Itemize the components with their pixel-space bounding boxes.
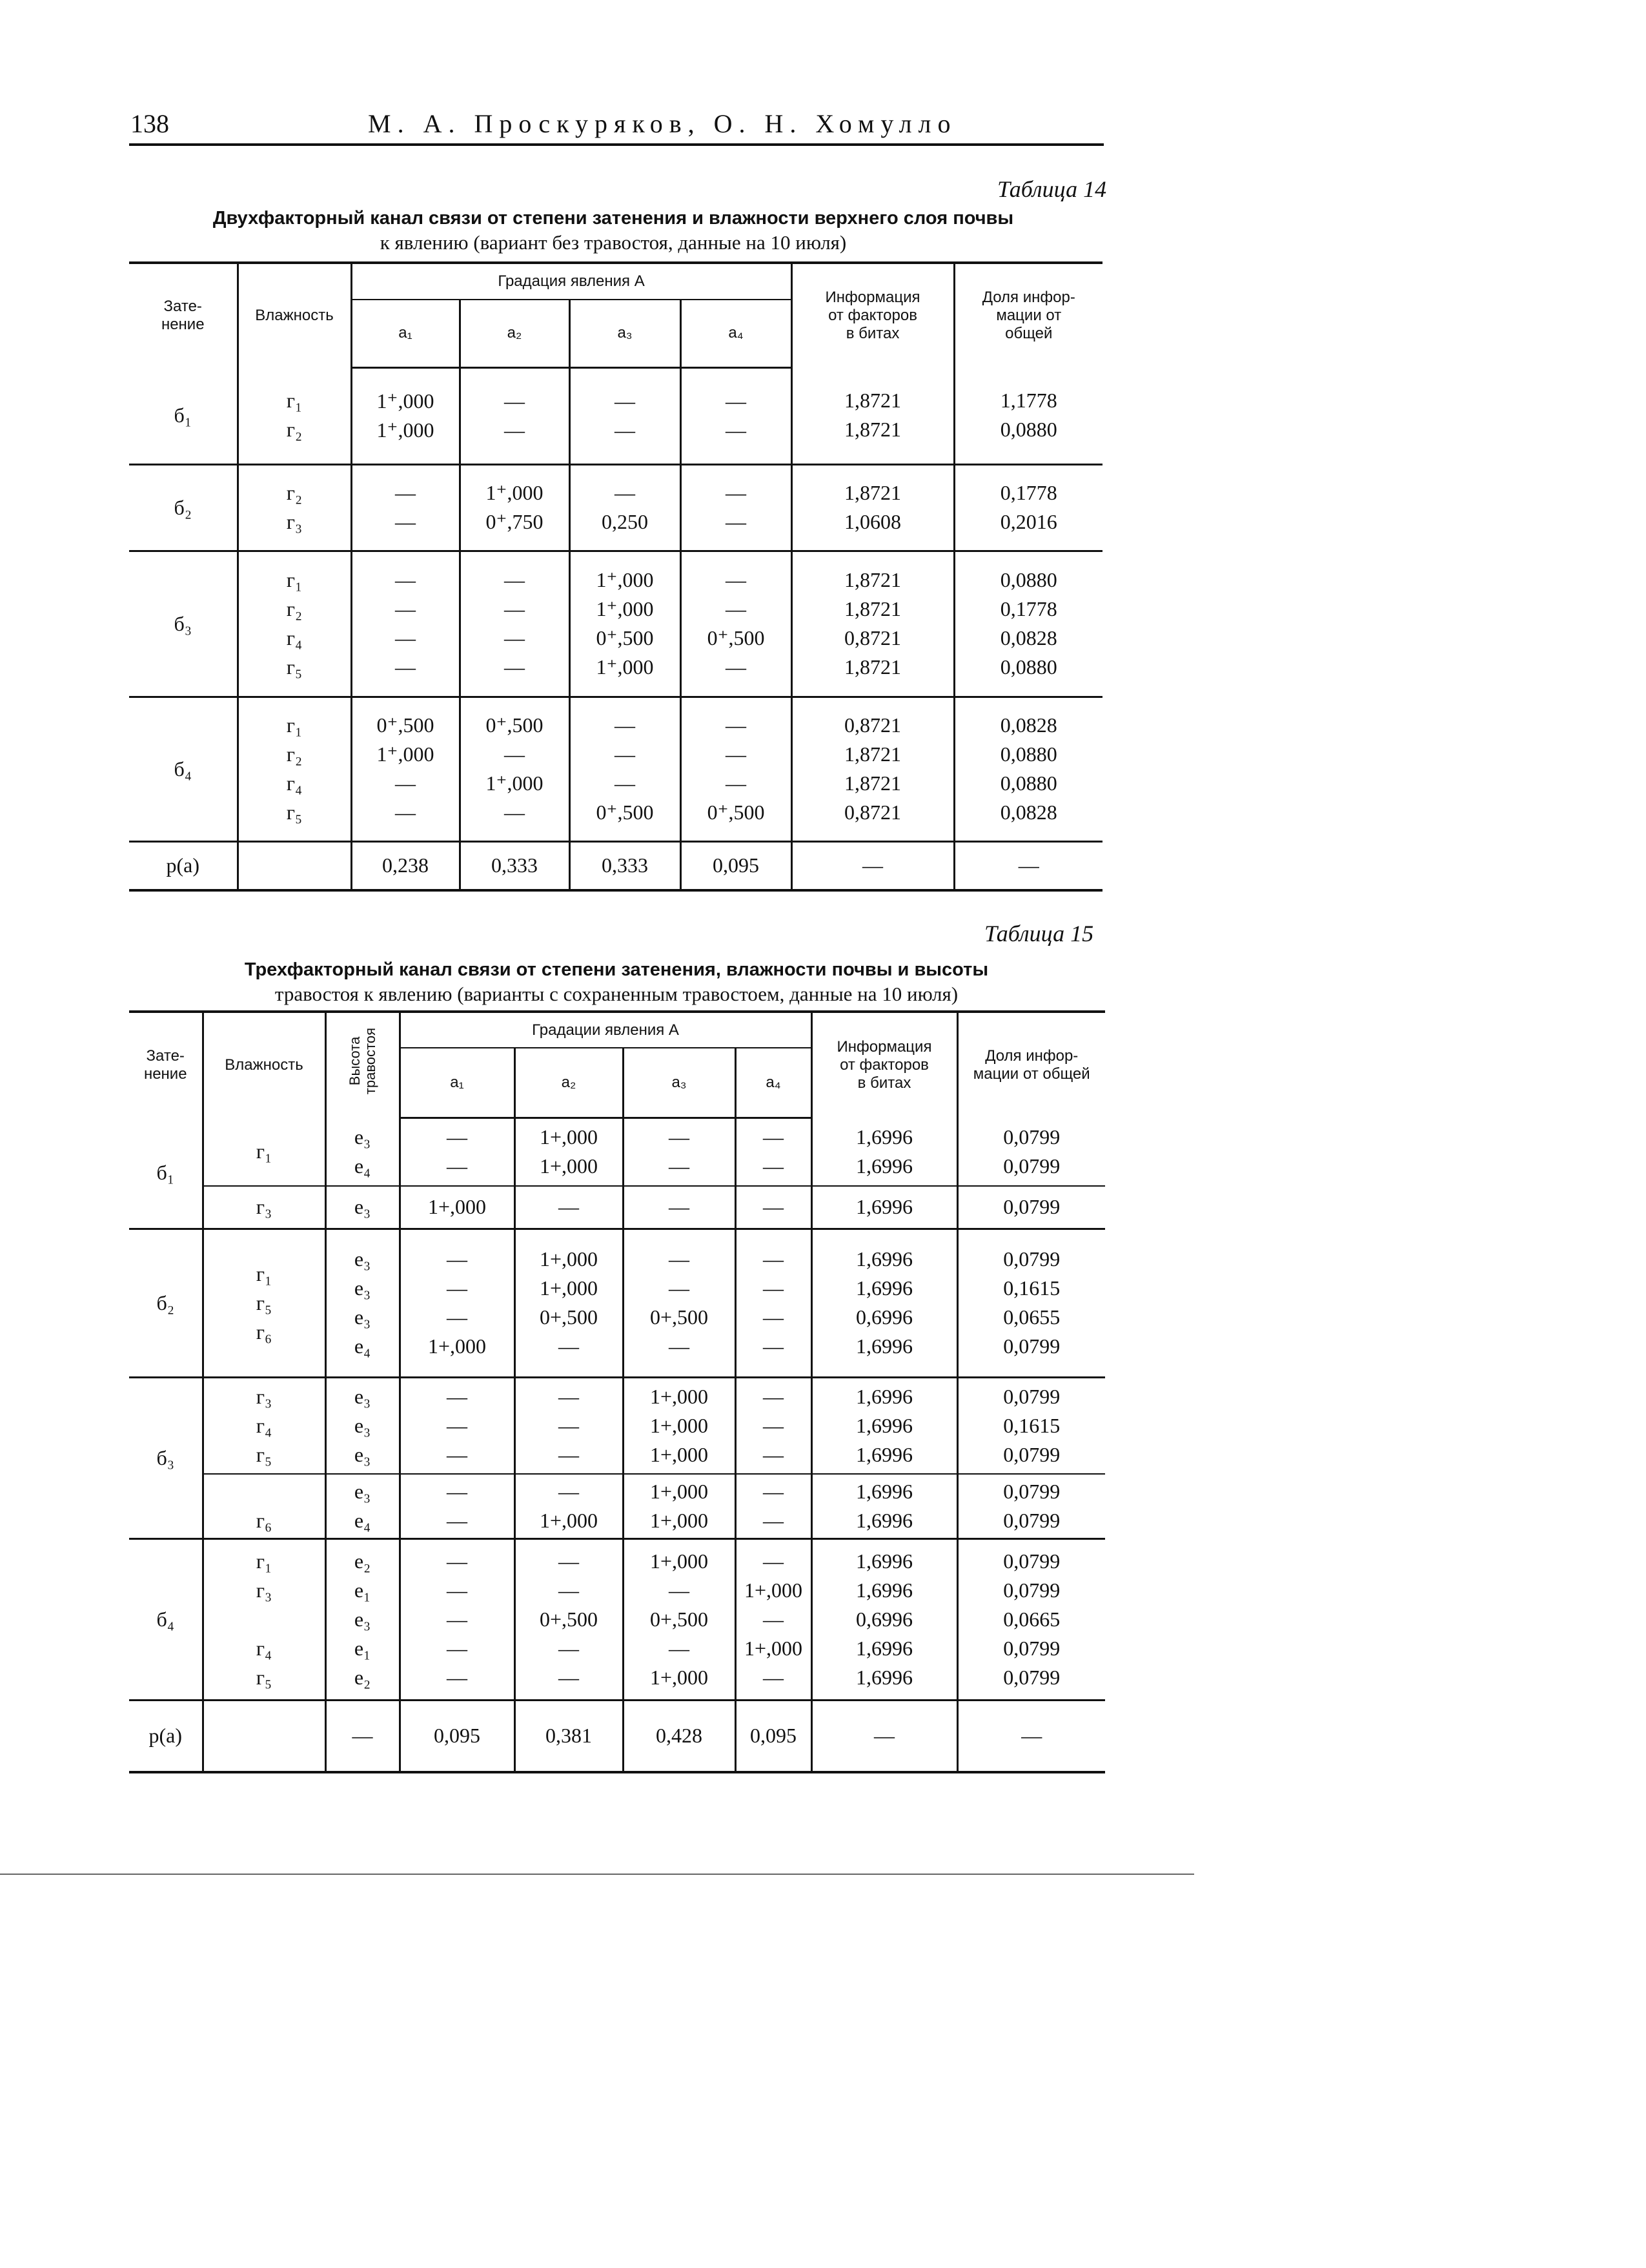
t15-a4: — — <box>735 1118 811 1186</box>
t14-pa-row <box>129 841 1102 890</box>
t15-a2: — — — <box>514 1377 623 1474</box>
t14-header-a1: a₁ <box>351 300 460 367</box>
t15-a2: 1+,000 1+,000 0+,500 — <box>514 1229 623 1377</box>
t14-share: 0,0880 0,1778 0,0828 0,0880 <box>954 551 1102 697</box>
table14-title-line1: Двухфакторный канал связи от степени затенения и влажности верхнего слоя почвы <box>212 208 1014 229</box>
t15-shading: б₁ <box>129 1118 203 1229</box>
t15-pa-row <box>129 1700 1105 1772</box>
t15-height: e₃ e₃ e₃ <box>325 1377 400 1474</box>
t14-shading: б₁ <box>129 367 238 464</box>
authors: М. А. Проскуряков, О. Н. Хомулло <box>368 109 957 138</box>
t14-a2: 0⁺,500 — 1⁺,000 — <box>460 697 569 841</box>
table15-label: Таблица 15 <box>984 921 1094 946</box>
t15-a3: 1+,000 1+,000 <box>623 1474 735 1538</box>
t15-pa-height: — <box>325 1700 400 1772</box>
t15-shading: б₄ <box>129 1538 203 1700</box>
t14-moisture: г₁ г₂ г₄ г₅ <box>238 697 351 841</box>
t15-moisture: г₁ <box>203 1118 325 1186</box>
t14-a4: — — <box>680 367 791 464</box>
t15-info: 1,6996 1,6996 <box>811 1474 957 1538</box>
t15-a2: — <box>514 1186 623 1229</box>
t15-header-a1: a₁ <box>400 1048 514 1118</box>
t15-share: 0,0799 0,1615 0,0655 0,0799 <box>957 1229 1105 1377</box>
t14-share: 0,1778 0,2016 <box>954 464 1102 551</box>
t14-header-share: Доля инфор- мации от общей <box>954 263 1102 367</box>
t14-pa-a1: 0,238 <box>351 841 460 890</box>
t14-shading: б₄ <box>129 697 238 841</box>
t14-a2: 1⁺,000 0⁺,750 <box>460 464 569 551</box>
t14-a4: — — <box>680 464 791 551</box>
t15-header-grass-height <box>325 1012 400 1118</box>
t14-a4: — — 0⁺,500 — <box>680 551 791 697</box>
t15-share: 0,0799 0,1615 0,0799 <box>957 1377 1105 1474</box>
t15-a3: — — <box>623 1118 735 1186</box>
t15-share: 0,0799 <box>957 1186 1105 1229</box>
t14-group-row <box>129 367 1102 464</box>
t15-header-grass-height-text: Высота травостоя <box>346 1028 378 1095</box>
t14-pa-share: — <box>954 841 1102 890</box>
t14-header-moisture: Влажность <box>238 263 351 367</box>
table15-title-line1: Трехфакторный канал связи от степени затенения, влажности почвы и высоты <box>244 959 989 980</box>
t15-a1: — — — <box>400 1377 514 1474</box>
running-head <box>129 105 1104 146</box>
t15-a4: — — — — <box>735 1229 811 1377</box>
t14-header-shading: Зате- нение <box>129 263 238 367</box>
t15-share: 0,0799 0,0799 <box>957 1474 1105 1538</box>
t15-moisture: г₃ г₄ г₅ <box>203 1377 325 1474</box>
t14-info: 1,8721 1,0608 <box>791 464 954 551</box>
t14-pa-label: p(a) <box>129 841 238 890</box>
t15-shading: б₂ <box>129 1229 203 1377</box>
table14 <box>129 261 1102 892</box>
t14-a1: 0⁺,500 1⁺,000 — — <box>351 697 460 841</box>
t14-a1: — — <box>351 464 460 551</box>
t14-a3: 1⁺,000 1⁺,000 0⁺,500 1⁺,000 <box>569 551 680 697</box>
t14-pa-info: — <box>791 841 954 890</box>
t14-a4: — — — 0⁺,500 <box>680 697 791 841</box>
t14-header-info: Информация от факторов в битах <box>791 263 954 367</box>
t15-header-gradation: Градации явления А <box>400 1012 811 1048</box>
t14-pa-a4: 0,095 <box>680 841 791 890</box>
t14-group-row <box>129 697 1102 841</box>
t15-moisture: г₁ г₅ г₆ <box>203 1229 325 1377</box>
t15-moisture: г₆ <box>203 1474 325 1538</box>
t14-a3: — — <box>569 367 680 464</box>
t15-subgroup-row <box>129 1229 1105 1377</box>
t14-info: 1,8721 1,8721 0,8721 1,8721 <box>791 551 954 697</box>
t15-a1: — — — 1+,000 <box>400 1229 514 1377</box>
t15-pa-a1: 0,095 <box>400 1700 514 1772</box>
t14-moisture: г₁ г₂ <box>238 367 351 464</box>
table14-label: Таблица 14 <box>997 176 1107 202</box>
t14-info: 1,8721 1,8721 <box>791 367 954 464</box>
scan-edge-line <box>0 1874 1194 1875</box>
t15-info: 1,6996 1,6996 <box>811 1118 957 1186</box>
t14-pa-a2: 0,333 <box>460 841 569 890</box>
t15-a3: 1+,000 1+,000 1+,000 <box>623 1377 735 1474</box>
t15-height: e₂ e₁ e₃ e₁ e₂ <box>325 1538 400 1700</box>
t15-height: e₃ e₄ <box>325 1474 400 1538</box>
t15-pa-moisture <box>203 1700 325 1772</box>
t15-a3: 1+,000 — 0+,500 — 1+,000 <box>623 1538 735 1700</box>
t14-header-a4: a₄ <box>680 300 791 367</box>
t15-height: e₃ <box>325 1186 400 1229</box>
t15-share: 0,0799 0,0799 <box>957 1118 1105 1186</box>
t15-a3: — — 0+,500 — <box>623 1229 735 1377</box>
t14-shading: б₃ <box>129 551 238 697</box>
t14-a3: — — — 0⁺,500 <box>569 697 680 841</box>
table14-title-line2: к явлению (вариант без травостоя, данные на 10 июля) <box>380 231 847 254</box>
t15-header-moisture: Влажность <box>203 1012 325 1118</box>
t14-moisture: г₂ г₃ <box>238 464 351 551</box>
t15-a2: 1+,000 1+,000 <box>514 1118 623 1186</box>
t14-share: 0,0828 0,0880 0,0880 0,0828 <box>954 697 1102 841</box>
t15-a3: — <box>623 1186 735 1229</box>
t15-pa-share: — <box>957 1700 1105 1772</box>
t14-a1: 1⁺,000 1⁺,000 <box>351 367 460 464</box>
t15-info: 1,6996 1,6996 1,6996 <box>811 1377 957 1474</box>
t15-subgroup-row <box>129 1377 1105 1474</box>
t15-pa-a2: 0,381 <box>514 1700 623 1772</box>
t14-a1: — — — — <box>351 551 460 697</box>
page-number: 138 <box>130 109 169 138</box>
t15-height: e₃ e₃ e₃ e₄ <box>325 1229 400 1377</box>
t14-a2: — — <box>460 367 569 464</box>
t15-a4: — — <box>735 1474 811 1538</box>
t14-pa-moisture <box>238 841 351 890</box>
table15 <box>129 1010 1105 1773</box>
t15-subgroup-row <box>129 1186 1105 1229</box>
t15-header-share: Доля инфор- мации от общей <box>957 1012 1105 1118</box>
t14-moisture: г₁ г₂ г₄ г₅ <box>238 551 351 697</box>
t15-header-a2: a₂ <box>514 1048 623 1118</box>
t14-a3: — 0,250 <box>569 464 680 551</box>
t14-group-row <box>129 551 1102 697</box>
t14-header-a2: a₂ <box>460 300 569 367</box>
t15-pa-a4: 0,095 <box>735 1700 811 1772</box>
t15-height: e₃ e₄ <box>325 1118 400 1186</box>
t14-group-row <box>129 464 1102 551</box>
t15-header-shading: Зате- нение <box>129 1012 203 1118</box>
t15-header-a3: a₃ <box>623 1048 735 1118</box>
t15-a4: — — — <box>735 1377 811 1474</box>
t15-a2: — 1+,000 <box>514 1474 623 1538</box>
t15-pa-info: — <box>811 1700 957 1772</box>
t15-pa-a3: 0,428 <box>623 1700 735 1772</box>
t14-header-a3: a₃ <box>569 300 680 367</box>
t15-header-a4: a₄ <box>735 1048 811 1118</box>
t15-shading: б₃ <box>129 1377 203 1538</box>
t15-info: 1,6996 <box>811 1186 957 1229</box>
t15-subgroup-row <box>129 1538 1105 1700</box>
table14-title <box>129 205 1097 254</box>
t15-pa-label: p(a) <box>129 1700 203 1772</box>
t15-a1: — — <box>400 1474 514 1538</box>
t15-info: 1,6996 1,6996 0,6996 1,6996 <box>811 1229 957 1377</box>
t15-a1: — — <box>400 1118 514 1186</box>
t14-share: 1,1778 0,0880 <box>954 367 1102 464</box>
t14-a2: — — — — <box>460 551 569 697</box>
t14-pa-a3: 0,333 <box>569 841 680 890</box>
t15-subgroup-row <box>129 1474 1105 1538</box>
t15-moisture: г₃ <box>203 1186 325 1229</box>
t14-shading: б₂ <box>129 464 238 551</box>
t15-info: 1,6996 1,6996 0,6996 1,6996 1,6996 <box>811 1538 957 1700</box>
t15-a2: — — 0+,500 — — <box>514 1538 623 1700</box>
t15-share: 0,0799 0,0799 0,0665 0,0799 0,0799 <box>957 1538 1105 1700</box>
t15-a1: — — — — — <box>400 1538 514 1700</box>
t15-a4: — <box>735 1186 811 1229</box>
table15-title-line2: травостоя к явлению (варианты с сохраненным травостоем, данные на 10 июля) <box>274 983 959 1005</box>
t15-subgroup-row <box>129 1118 1105 1186</box>
t15-a4: — 1+,000 — 1+,000 — <box>735 1538 811 1700</box>
t14-header-gradation: Градация явления А <box>351 263 791 300</box>
t15-moisture: г₁ г₃ г₄ г₅ <box>203 1538 325 1700</box>
t15-header-info: Информация от факторов в битах <box>811 1012 957 1118</box>
table15-title <box>129 957 1104 1006</box>
t14-info: 0,8721 1,8721 1,8721 0,8721 <box>791 697 954 841</box>
t15-a1: 1+,000 <box>400 1186 514 1229</box>
